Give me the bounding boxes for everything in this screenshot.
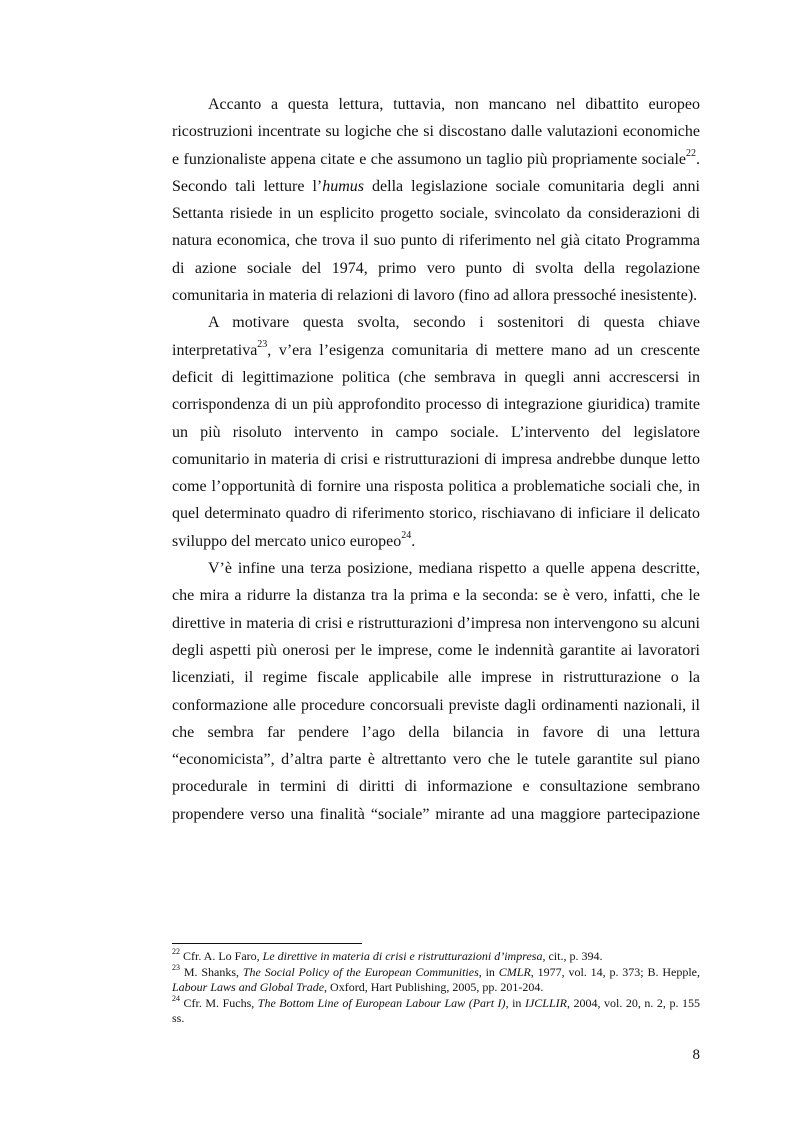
footnote-text: , in [478,964,499,979]
paragraph-3-text: V’è infine una terza posizione, mediana rispetto a quelle appena descritte, che mira a ridurre la distanza tra la prima e la seconda: se è vero, infatti, che le direttive in materia di crisi e ristrutturazioni d’impresa non intervengono su alcuni degli aspetti più onerosi per le imprese, come le indennità garantite ai lavoratori licenziati, il regime fiscale applicabile alle imprese in ristrutturazione o la conformazione alle procedure concorsuali previste dagli ordinamenti nazionali, il che sembra far pendere l’ago della bilancia in favore di una lettura “economicista”, d’altra parte è altrettanto vero che le tutele garantite sul piano procedurale in termini di diritti di informazione e consultazione sembrano propendere verso una finalità “sociale” mirante ad una maggiore partecipazione [172,560,700,823]
footnote-number: 23 [172,962,180,972]
footnote-text: , cit., p. 394. [542,949,603,963]
paragraph-1-text-b: . Secondo tali letture l’ [172,150,700,195]
footnote-title: Le direttive in materia di crisi e ristrutturazioni d’impresa [262,949,543,963]
footnote-text: Cfr. M. Fuchs, [180,995,258,1010]
footnote-title: Labour Laws and Global Trade [172,980,325,995]
footnote-text: M. Shanks, [180,964,243,979]
paragraph-2 [172,309,700,555]
footnote-ref-22[interactable]: 22 [686,148,696,160]
footnote-22 [172,949,700,965]
footnote-text: , in [505,995,525,1010]
footnote-journal: IJCLLIR [524,995,567,1010]
paragraph-2-text-a: A motivare questa svolta, secondo i sostenitori di questa chiave interpretativa [172,314,700,359]
page-number: 8 [692,1047,700,1063]
footnote-23 [172,962,700,996]
paragraph-3 [172,555,700,828]
footnote-text: , 2004, vol. 20, n. 2, p. 155 ss. [172,995,700,1026]
footnote-separator [172,943,362,944]
footnote-number: 24 [172,993,180,1003]
paragraph-2-text-c: . [411,532,416,550]
body-text [172,91,700,828]
footnote-title: The Bottom Line of European Labour Law (Part I) [257,995,506,1010]
footnote-24 [172,993,700,1027]
footnote-ref-24[interactable]: 24 [401,530,412,542]
footnote-title: The Social Policy of the European Communities [242,964,479,979]
footnote-ref-23[interactable]: 23 [257,339,268,351]
paragraph-1-text-c: della legislazione sociale comunitaria degli anni Settanta risiede in un esplicito progetto sociale, svincolato da considerazioni di natura economica, che trova il suo punto di riferimento nel già citato Programma di azione sociale del 1974, primo vero punto di svolta della regolazione comunitaria in materia di relazioni di lavoro (fino ad allora pressoché inesistente). [172,177,700,305]
footnote-text: , 1977, vol. 14, p. 373; B. Hepple, [530,964,700,979]
footnotes [172,949,700,1027]
paragraph-2-text-b: , v’era l’esigenza comunitaria di mettere mano ad un crescente deficit di legittimazione politica (che sembrava in quegli anni accrescersi in corrispondenza di un più approfondito processo di integrazione giuridica) tramite un più risoluto intervento in campo sociale. L’intervento del legislatore comunitario in materia di crisi e ristrutturazioni di impresa andrebbe dunque letto come l’opportunità di fornire una risposta politica a problematiche sociali che, in quel determinato quadro di riferimento storico, rischiavano di inficiare il delicato sviluppo del mercato unico europeo [172,341,700,550]
paragraph-1-emphasis: humus [322,177,365,195]
footnote-number: 22 [172,947,180,956]
footnote-journal: CMLR [498,964,531,979]
paragraph-1 [172,91,700,309]
paragraph-1-text-a: Accanto a questa lettura, tuttavia, non mancano nel dibattito europeo ricostruzioni incentrate su logiche che si discostano dalle valutazioni economiche e funzionaliste appena citate e che assumono un taglio più propriamente sociale [172,96,700,168]
footnote-text: Cfr. A. Lo Faro, [180,949,263,963]
footnote-text: , Oxford, Hart Publishing, 2005, pp. 201-204. [324,980,544,995]
